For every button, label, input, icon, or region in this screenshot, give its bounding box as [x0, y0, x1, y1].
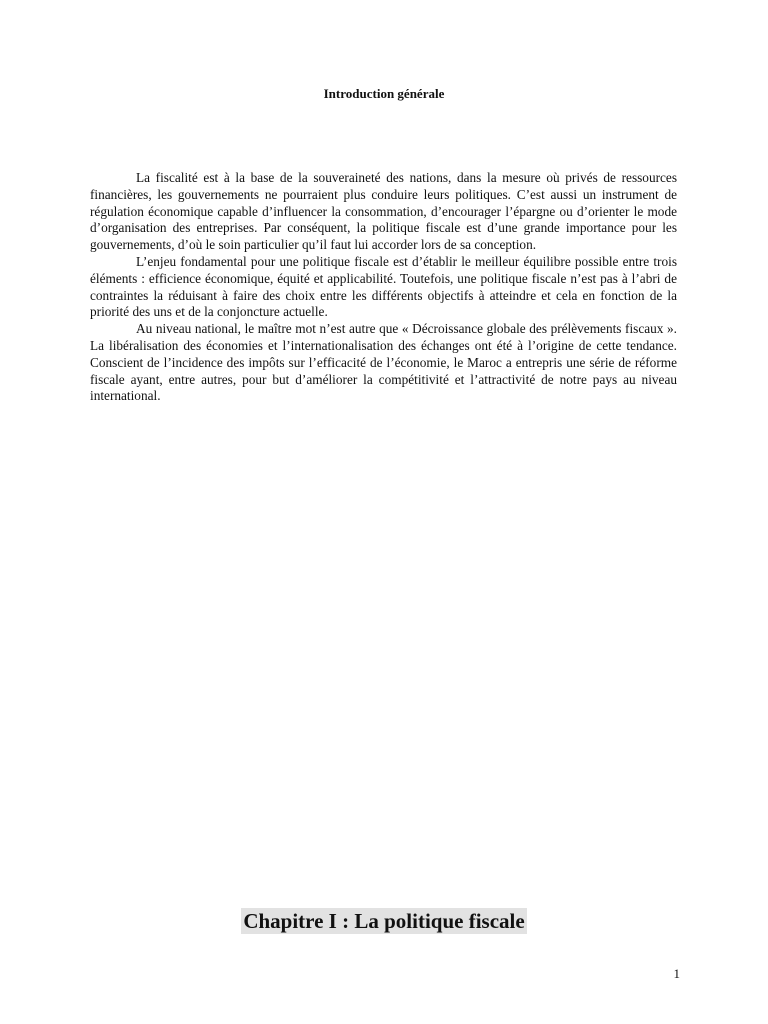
page-number: 1 [673, 966, 680, 981]
chapter-heading-container [0, 908, 768, 934]
paragraph-1: La fiscalité est à la base de la souveraineté des nations, dans la mesure où privés de ressources financières, les gouvernements ne pourraient plus conduire leurs politiques. C’est aussi un instrument de régulation économique capable d’influencer la consommation, d’encourager l’épargne ou d’orienter le mode d’organisation des entreprises. Par conséquent, la politique fiscale est d’une grande importance pour les gouvernements, d’où le soin particulier qu’il faut lui accorder lors de sa conception. [90, 170, 677, 253]
body-text [90, 170, 677, 405]
chapter-heading: Chapitre I : La politique fiscale [243, 909, 525, 933]
paragraph-3: Au niveau national, le maître mot n’est autre que « Décroissance globale des prélèvements fiscaux ». La libéralisation des économies et l’internationalisation des échanges ont été à l’origine de cette tendance. Conscient de l’incidence des impôts sur l’efficacité de l’économie, le Maroc a entrepris une série de réforme fiscale ayant, entre autres, pour but d’améliorer la compétitivité et l’attractivité de notre pays au niveau international. [90, 321, 677, 404]
paragraph-2: L’enjeu fondamental pour une politique fiscale est d’établir le meilleur équilibre possible entre trois éléments : efficience économique, équité et applicabilité. Toutefois, une politique fiscale n’est pas à l’abri de contraintes la réduisant à faire des choix entre les différents objectifs à atteindre et cela en fonction de la priorité des uns et de la conjoncture actuelle. [90, 253, 677, 320]
page-title: Introduction générale [323, 86, 445, 101]
